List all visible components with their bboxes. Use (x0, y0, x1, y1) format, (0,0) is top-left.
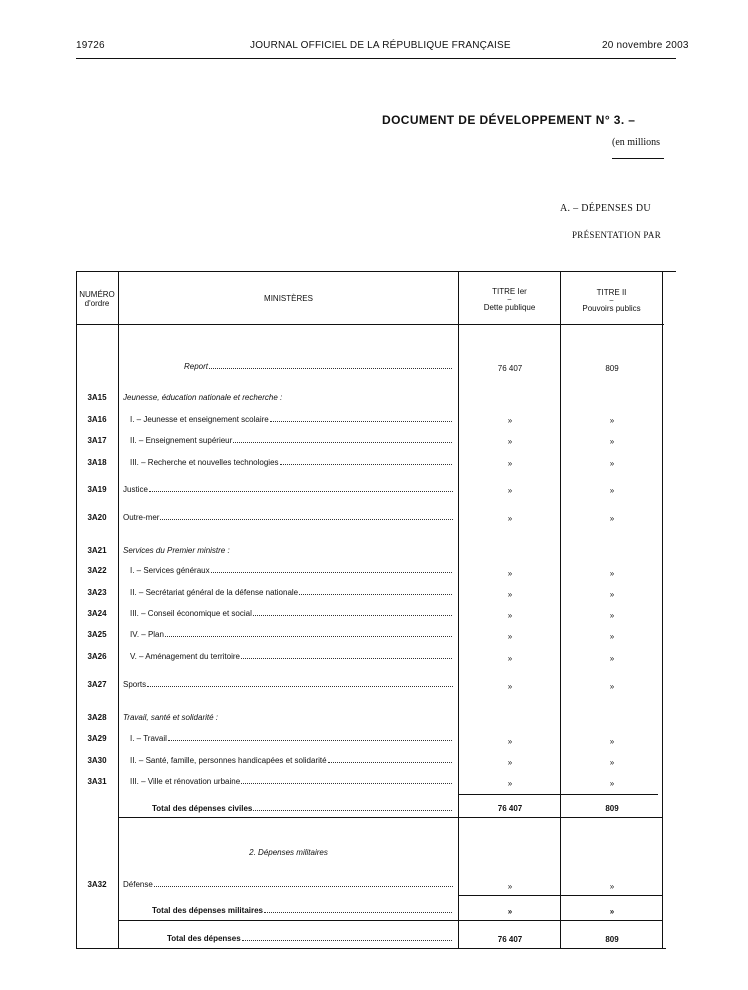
total-civil-top-rule (458, 794, 658, 795)
col-divider-titre1 (560, 271, 561, 949)
row-code: 3A16 (87, 415, 107, 424)
row-titre1: » (507, 437, 513, 446)
row-titre1: » (507, 632, 513, 641)
row-titre2: » (609, 682, 615, 691)
row-titre2: » (609, 882, 615, 891)
row-titre1: » (507, 737, 513, 746)
row-titre1: » (507, 654, 513, 663)
row-label: II. – Secrétariat général de la défense nationale (130, 588, 452, 598)
row-titre1: » (507, 590, 513, 599)
row-titre1: » (507, 682, 513, 691)
row-code: 3A17 (87, 436, 107, 445)
row-label: IV. – Plan (130, 630, 452, 640)
col-header-titre1-dash: – (507, 296, 512, 303)
col-header-ministries: MINISTÈRES (264, 294, 313, 303)
row-code: 3A19 (87, 485, 107, 494)
total-civil-label: Total des dépenses civiles (152, 804, 452, 814)
total-military-bottom-rule (119, 920, 662, 921)
row-label: II. – Santé, famille, personnes handicapées et solidarité (130, 756, 452, 766)
row-titre2: » (609, 611, 615, 620)
row-titre1: » (507, 758, 513, 767)
row-titre1: » (507, 569, 513, 578)
row-titre2: » (609, 632, 615, 641)
row-code: 3A15 (87, 393, 107, 402)
row-code: 3A20 (87, 513, 107, 522)
grand-total-titre2: 809 (605, 935, 619, 944)
row-code: 3A18 (87, 458, 107, 467)
row-code: 3A29 (87, 734, 107, 743)
page-number: 19726 (76, 40, 105, 51)
table-bottom-rule (76, 948, 666, 949)
row-label: III. – Recherche et nouvelles technologies (130, 458, 452, 468)
total-civil-titre1: 76 407 (497, 804, 523, 813)
journal-title: JOURNAL OFFICIEL DE LA RÉPUBLIQUE FRANÇAISE (250, 40, 511, 51)
row-label: II. – Enseignement supérieur (130, 436, 452, 446)
row-code: 3A32 (87, 880, 107, 889)
row-titre1: » (507, 416, 513, 425)
row-label: I. – Services généraux (130, 566, 452, 576)
col-header-titre1-sub: Dette publique (483, 303, 536, 312)
table-top-rule (76, 271, 676, 272)
row-label: Défense (123, 880, 453, 890)
row-label: Jeunesse, éducation nationale et recherche : (123, 393, 283, 402)
row-titre2: » (609, 779, 615, 788)
row-code: 3A21 (87, 546, 107, 555)
row-label: I. – Travail (130, 734, 452, 744)
grand-total-titre1: 76 407 (497, 935, 523, 944)
report-titre2: 809 (605, 364, 619, 373)
col-header-titre2-sub: Pouvoirs publics (582, 304, 641, 313)
total-military-titre2: » (609, 907, 615, 916)
row-label: Outre-mer (123, 513, 453, 523)
row-code: 3A22 (87, 566, 107, 575)
total-military-label: Total des dépenses militaires (152, 906, 452, 916)
row-titre1: » (507, 779, 513, 788)
section-title: A. – DÉPENSES DU (560, 203, 651, 214)
row-label: Sports (123, 680, 453, 690)
report-titre1: 76 407 (497, 364, 523, 373)
total-civil-titre2: 809 (605, 804, 619, 813)
row-titre2: » (609, 416, 615, 425)
unit-note: (en millions (612, 137, 661, 148)
row-label: Travail, santé et solidarité : (123, 713, 219, 722)
row-titre2: » (609, 590, 615, 599)
row-titre2: » (609, 737, 615, 746)
report-label: Report (184, 362, 452, 372)
total-military-top-rule (458, 895, 662, 896)
row-titre1: » (507, 611, 513, 620)
row-code: 3A26 (87, 652, 107, 661)
row-titre1: » (507, 459, 513, 468)
row-titre1: » (507, 486, 513, 495)
col-header-titre1: TITRE Ier (492, 287, 527, 296)
row-titre2: » (609, 486, 615, 495)
row-titre2: » (609, 459, 615, 468)
row-code: 3A30 (87, 756, 107, 765)
row-titre1: » (507, 514, 513, 523)
col-header-number: NUMÉRO d'ordre (79, 290, 115, 308)
row-titre2: » (609, 437, 615, 446)
row-code: 3A28 (87, 713, 107, 722)
row-label: Services du Premier ministre : (123, 546, 230, 555)
row-code: 3A31 (87, 777, 107, 786)
row-label: I. – Jeunesse et enseignement scolaire (130, 415, 452, 425)
row-titre2: » (609, 569, 615, 578)
row-code: 3A23 (87, 588, 107, 597)
military-heading: 2. Dépenses militaires (249, 848, 328, 857)
row-label: V. – Aménagement du territoire (130, 652, 452, 662)
col-divider-titre2 (662, 271, 663, 949)
col-divider-ministries (458, 271, 459, 949)
presentation-title: PRÉSENTATION PAR (572, 230, 662, 240)
row-titre2: » (609, 654, 615, 663)
row-code: 3A27 (87, 680, 107, 689)
row-titre1: » (507, 882, 513, 891)
document-title: DOCUMENT DE DÉVELOPPEMENT N° 3. – (382, 113, 636, 127)
row-label: Justice (123, 485, 453, 495)
table-header-rule (76, 324, 664, 325)
unit-rule (612, 158, 664, 159)
total-military-titre1: » (507, 907, 513, 916)
row-titre2: » (609, 514, 615, 523)
col-header-titre2-dash: – (609, 297, 614, 304)
row-code: 3A24 (87, 609, 107, 618)
total-civil-bottom-rule (119, 817, 662, 818)
row-titre2: » (609, 758, 615, 767)
row-code: 3A25 (87, 630, 107, 639)
header-rule (76, 58, 676, 59)
row-label: III. – Ville et rénovation urbaine (130, 777, 452, 787)
col-header-titre2: TITRE II (596, 288, 627, 297)
grand-total-label: Total des dépenses (167, 934, 452, 944)
issue-date: 20 novembre 2003 (602, 40, 689, 51)
row-label: III. – Conseil économique et social (130, 609, 452, 619)
